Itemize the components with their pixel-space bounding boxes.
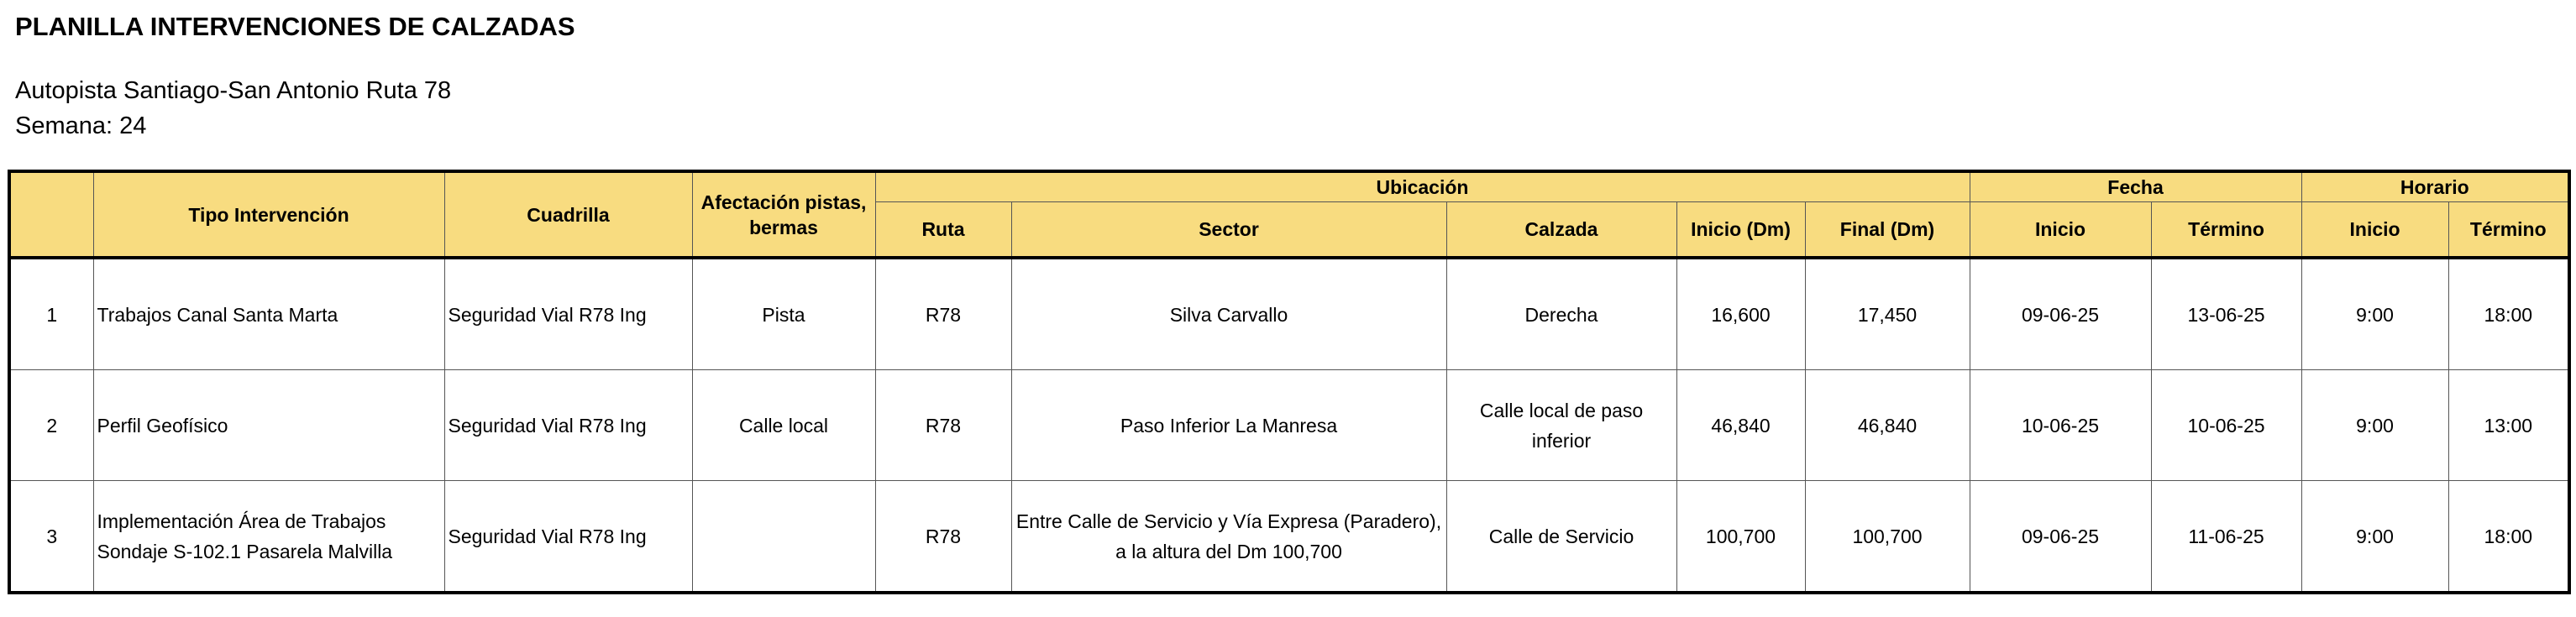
header-afectacion: Afectación pistas, bermas [692, 171, 875, 258]
header-calzada: Calzada [1446, 202, 1676, 259]
fecha-termino-cell: 13-06-25 [2151, 258, 2301, 370]
hora-termino-cell: 13:00 [2448, 370, 2569, 481]
calzada-cell: Calle local de paso inferior [1446, 370, 1676, 481]
header-sector: Sector [1011, 202, 1446, 259]
row-number: 1 [9, 258, 93, 370]
sector-cell: Silva Carvallo [1011, 258, 1446, 370]
hora-inicio-cell: 9:00 [2301, 258, 2448, 370]
ruta-cell: R78 [875, 370, 1011, 481]
header-inicio-dm: Inicio (Dm) [1676, 202, 1805, 259]
tipo-cell: Implementación Área de Trabajos Sondaje S-102.1 Pasarela Malvilla [93, 481, 444, 593]
fecha-inicio-cell: 09-06-25 [1970, 481, 2151, 593]
table-row [9, 481, 2569, 593]
row-number: 2 [9, 370, 93, 481]
header-final-dm: Final (Dm) [1805, 202, 1970, 259]
calzada-cell: Derecha [1446, 258, 1676, 370]
inicio-dm-cell: 16,600 [1676, 258, 1805, 370]
sector-cell: Paso Inferior La Manresa [1011, 370, 1446, 481]
inicio-dm-cell: 100,700 [1676, 481, 1805, 593]
ruta-cell: R78 [875, 258, 1011, 370]
header-fecha: Fecha [1970, 171, 2301, 202]
final-dm-cell: 17,450 [1805, 258, 1970, 370]
afectacion-cell [692, 481, 875, 593]
week-label: Semana: 24 [15, 112, 147, 139]
table-row [9, 258, 2569, 370]
cuadrilla-cell: Seguridad Vial R78 Ing [444, 481, 692, 593]
header-hora-inicio: Inicio [2301, 202, 2448, 259]
calzada-cell: Calle de Servicio [1446, 481, 1676, 593]
header-index [9, 171, 93, 258]
final-dm-cell: 46,840 [1805, 370, 1970, 481]
interventions-table [8, 170, 2571, 594]
header-cuadrilla: Cuadrilla [444, 171, 692, 258]
final-dm-cell: 100,700 [1805, 481, 1970, 593]
fecha-inicio-cell: 09-06-25 [1970, 258, 2151, 370]
table-row [9, 370, 2569, 481]
header-horario: Horario [2301, 171, 2569, 202]
tipo-cell: Trabajos Canal Santa Marta [93, 258, 444, 370]
hora-termino-cell: 18:00 [2448, 258, 2569, 370]
fecha-termino-cell: 10-06-25 [2151, 370, 2301, 481]
header-hora-termino: Término [2448, 202, 2569, 259]
header-tipo: Tipo Intervención [93, 171, 444, 258]
cuadrilla-cell: Seguridad Vial R78 Ing [444, 370, 692, 481]
ruta-cell: R78 [875, 481, 1011, 593]
afectacion-cell: Pista [692, 258, 875, 370]
header-fecha-termino: Término [2151, 202, 2301, 259]
tipo-cell: Perfil Geofísico [93, 370, 444, 481]
fecha-termino-cell: 11-06-25 [2151, 481, 2301, 593]
hora-termino-cell: 18:00 [2448, 481, 2569, 593]
sector-cell: Entre Calle de Servicio y Vía Expresa (Paradero), a la altura del Dm 100,700 [1011, 481, 1446, 593]
page-title: PLANILLA INTERVENCIONES DE CALZADAS [15, 12, 575, 41]
afectacion-cell: Calle local [692, 370, 875, 481]
route-subtitle: Autopista Santiago-San Antonio Ruta 78 [15, 77, 452, 104]
hora-inicio-cell: 9:00 [2301, 370, 2448, 481]
fecha-inicio-cell: 10-06-25 [1970, 370, 2151, 481]
header-fecha-inicio: Inicio [1970, 202, 2151, 259]
hora-inicio-cell: 9:00 [2301, 481, 2448, 593]
cuadrilla-cell: Seguridad Vial R78 Ing [444, 258, 692, 370]
header-ruta: Ruta [875, 202, 1011, 259]
row-number: 3 [9, 481, 93, 593]
inicio-dm-cell: 46,840 [1676, 370, 1805, 481]
header-ubicacion: Ubicación [875, 171, 1970, 202]
